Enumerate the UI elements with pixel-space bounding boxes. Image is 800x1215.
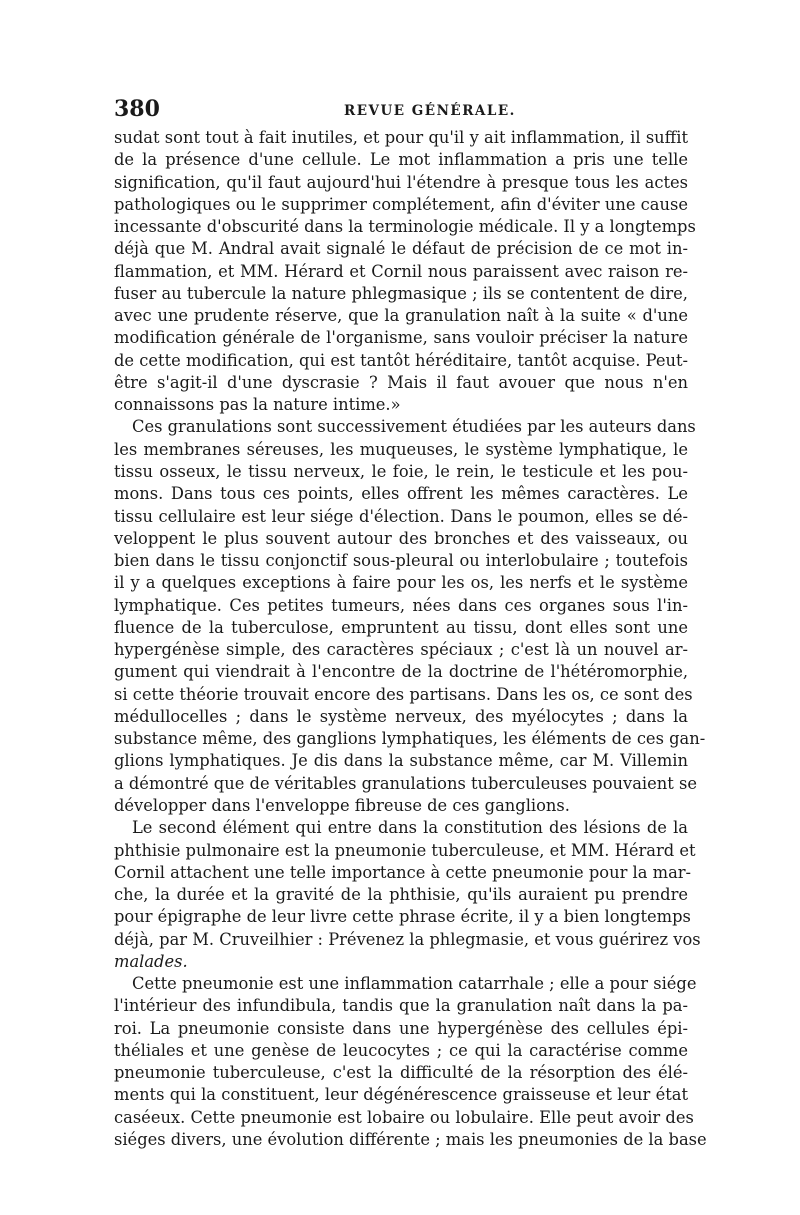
text-line: malades. [114, 951, 188, 971]
text-line: bien dans le tissu conjonctif sous-pleural ou interlobulaire ; toutefois [114, 551, 688, 571]
text-line: pneumonie tuberculeuse, c'est la difficulté de la résorption des élé- [114, 1063, 688, 1083]
text-line: sudat sont tout à fait inutiles, et pour qu'il y ait inflammation, il suffit [114, 128, 688, 147]
text-line: Le second élément qui entre dans la constitution des lésions de la [132, 818, 688, 838]
text-line: che, la durée et la gravité de la phthisie, qu'ils auraient pu prendre [114, 885, 688, 905]
text-line: connaissons pas la nature intime.» [114, 395, 401, 415]
text-line: veloppent le plus souvent autour des bronches et des vaisseaux, ou [114, 528, 688, 548]
text-line: de la présence d'une cellule. Le mot inflammation a pris une telle [114, 150, 688, 170]
text-line: être s'agit-il d'une dyscrasie ? Mais il faut avouer que nous n'en [114, 372, 688, 392]
text-line: Cette pneumonie est une inflammation catarrhale ; elle a pour siége [132, 974, 697, 994]
text-line: les membranes séreuses, les muqueuses, le système lymphatique, le [114, 439, 688, 459]
text-line: il y a quelques exceptions à faire pour les os, les nerfs et le système [114, 573, 688, 593]
text-line: l'intérieur des infundibula, tandis que la granulation naît dans la pa- [114, 996, 688, 1016]
text-line: Ces granulations sont successivement étudiées par les auteurs dans [132, 417, 696, 437]
text-line: a démontré que de véritables granulations tuberculeuses pouvaient se [114, 773, 697, 793]
text-line: Cornil attachent une telle importance à cette pneumonie pour la mar- [114, 862, 692, 882]
text-line: tissu cellulaire est leur siége d'élection. Dans le poumon, elles se dé- [114, 506, 688, 526]
text-line: incessante d'obscurité dans la terminologie médicale. Il y a longtemps [114, 217, 696, 237]
text-line: fluence de la tuberculose, empruntent au tissu, dont elles sont une [114, 617, 688, 637]
text-line: ments qui la constituent, leur dégénérescence graisseuse et leur état [114, 1085, 688, 1105]
text-line: de cette modification, qui est tantôt héréditaire, tantôt acquise. Peut- [114, 350, 688, 370]
running-title: REVUE GÉNÉRALE. [344, 103, 516, 119]
text-line: avec une prudente réserve, que la granulation naît à la suite « d'une [114, 306, 688, 326]
text-line: phthisie pulmonaire est la pneumonie tuberculeuse, et MM. Hérard et [114, 840, 696, 860]
text-line: si cette théorie trouvait encore des partisans. Dans les os, ce sont des [114, 684, 693, 704]
text-line: tissu osseux, le tissu nerveux, le foie, le rein, le testicule et les pou- [114, 461, 688, 481]
text-line: gument qui viendrait à l'encontre de la doctrine de l'hétéromorphie, [114, 662, 688, 682]
text-line: théliales et une genèse de leucocytes ; ce qui la caractérise comme [114, 1040, 688, 1060]
text-line: signification, qu'il faut aujourd'hui l'étendre à presque tous les actes [114, 172, 688, 192]
text-line: mons. Dans tous ces points, elles offrent les mêmes caractères. Le [114, 484, 688, 504]
text-line: substance même, des ganglions lymphatiques, les éléments de ces gan- [114, 729, 706, 749]
text-line: médullocelles ; dans le système nerveux, des myélocytes ; dans la [114, 706, 688, 726]
text-line: lymphatique. Ces petites tumeurs, nées dans ces organes sous l'in- [114, 595, 688, 615]
text-line: pathologiques ou le supprimer complétement, afin d'éviter une cause [114, 194, 688, 214]
text-line: roi. La pneumonie consiste dans une hypergénèse des cellules épi- [114, 1018, 688, 1038]
text-line: caséeux. Cette pneumonie est lobaire ou lobulaire. Elle peut avoir des [114, 1107, 694, 1127]
text-line: déjà, par M. Cruveilhier : Prévenez la phlegmasie, et vous guérirez vos [114, 929, 701, 949]
text-line: déjà que M. Andral avait signalé le défaut de précision de ce mot in- [114, 239, 688, 259]
text-line: flammation, et MM. Hérard et Cornil nous paraissent avec raison re- [114, 261, 688, 281]
text-line: modification générale de l'organisme, sans vouloir préciser la nature [114, 328, 688, 348]
text-line: hypergénèse simple, des caractères spéciaux ; c'est là un nouvel ar- [114, 640, 688, 660]
text-line: fuser au tubercule la nature phlegmasique ; ils se contentent de dire, [114, 283, 688, 303]
text-line: développer dans l'enveloppe fibreuse de ces ganglions. [114, 795, 570, 815]
body-text [114, 127, 707, 1151]
text-line: siéges divers, une évolution différente ; mais les pneumonies de la base [114, 1129, 707, 1149]
text-line: glions lymphatiques. Je dis dans la substance même, car M. Villemin [114, 751, 688, 771]
text-line: pour épigraphe de leur livre cette phrase écrite, il y a bien longtemps [114, 907, 691, 927]
page-number: 380 [114, 96, 160, 122]
